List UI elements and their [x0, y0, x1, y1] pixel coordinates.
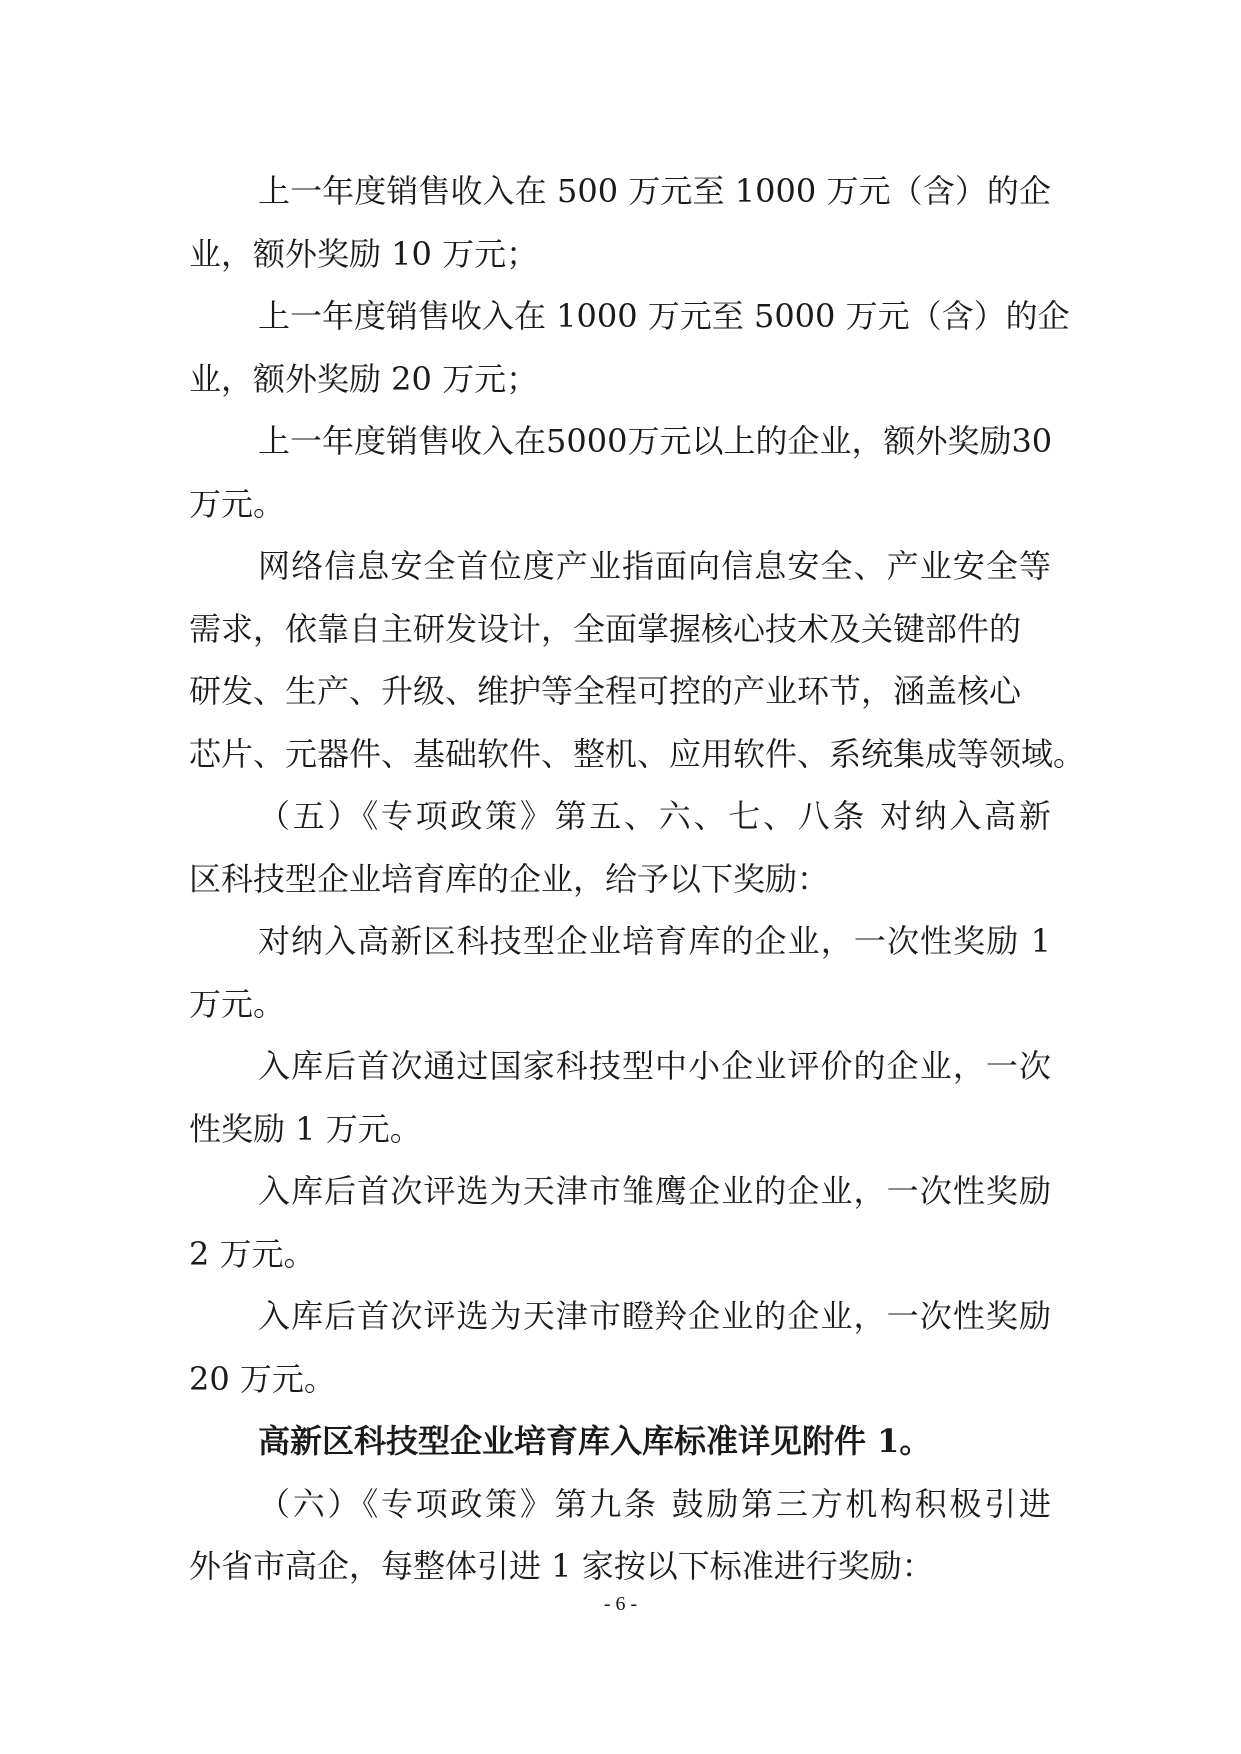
text-line: 上一年度销售收入在 1000 万元至 5000 万元（含）的企 — [258, 297, 1070, 335]
text-line: 研发、生产、升级、维护等全程可控的产业环节，涵盖核心 — [189, 672, 1022, 710]
text-line: 2 万元。 — [189, 1235, 316, 1273]
text-line: 需求，依靠自主研发设计，全面掌握核心技术及关键部件的 — [189, 610, 1022, 648]
page-number: - 6 - — [603, 1593, 638, 1615]
text-line: 入库后首次评选为天津市雏鹰企业的企业，一次性奖励 — [258, 1172, 1051, 1210]
text-line: （六）《专项政策》第九条 鼓励第三方机构积极引进 — [258, 1485, 1051, 1523]
text-line: 入库后首次通过国家科技型中小企业评价的企业，一次 — [258, 1047, 1051, 1085]
text-line: 万元。 — [189, 485, 286, 523]
text-line: 上一年度销售收入在 500 万元至 1000 万元（含）的企 — [258, 172, 1051, 210]
text-line: 区科技型企业培育库的企业，给予以下奖励： — [189, 860, 830, 898]
bold-text-line: 高新区科技型企业培育库入库标准详见附件 1。 — [258, 1422, 932, 1460]
text-line: 20 万元。 — [189, 1360, 336, 1398]
text-line: （五）《专项政策》第五、六、七、八条 对纳入高新 — [258, 797, 1051, 835]
text-line: 业，额外奖励 10 万元； — [189, 235, 539, 273]
text-line: 上一年度销售收入在5000万元以上的企业，额外奖励30 — [258, 422, 1053, 460]
text-line: 芯片、元器件、基础软件、整机、应用软件、系统集成等领域。 — [189, 735, 1086, 773]
text-line: 对纳入高新区科技型企业培育库的企业，一次性奖励 1 — [258, 922, 1051, 960]
text-line: 业，额外奖励 20 万元； — [189, 360, 539, 398]
text-line: 万元。 — [189, 985, 286, 1023]
text-line: 入库后首次评选为天津市瞪羚企业的企业，一次性奖励 — [258, 1297, 1051, 1335]
text-line: 性奖励 1 万元。 — [189, 1110, 422, 1148]
text-line: 网络信息安全首位度产业指面向信息安全、产业安全等 — [258, 547, 1051, 585]
text-line: 外省市高企，每整体引进 1 家按以下标准进行奖励： — [189, 1547, 934, 1585]
